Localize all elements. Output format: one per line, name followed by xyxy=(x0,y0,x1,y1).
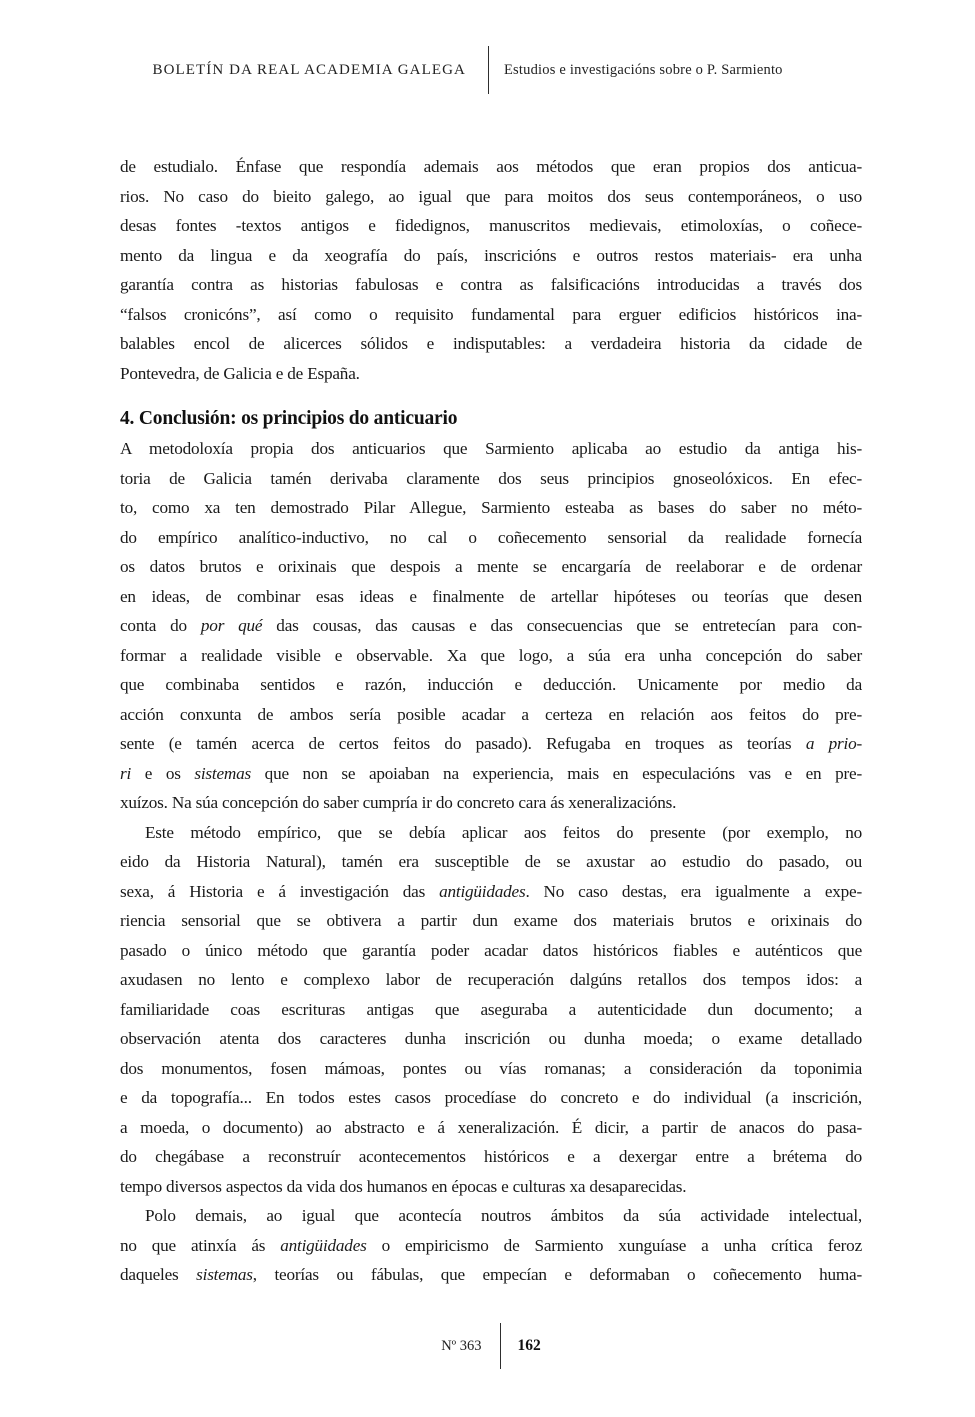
text-segment: os datos brutos e orixinais que despois a mente se encargaría de reelaborar e de ordenar xyxy=(120,557,862,576)
text-line xyxy=(120,300,862,330)
italic-term: antigüidades xyxy=(439,881,526,901)
body-paragraph xyxy=(120,1201,862,1290)
page-number: 162 xyxy=(517,1337,541,1354)
text-line xyxy=(120,182,862,212)
text-segment: observación atenta dos caracteres dunha inscrición ou dunha moeda; o exame detallado xyxy=(120,1029,862,1048)
text-segment: sente (e tamén acerca de certos feitos do pasado). Refugaba en troques as teorías xyxy=(120,734,806,753)
text-segment: e da topografía... En todos estes casos procedíase do concreto e do individual (a inscrición, xyxy=(120,1088,862,1107)
text-segment: e os xyxy=(131,763,195,783)
text-segment: do empírico analítico-inductivo, no cal o coñecemento sensorial da realidade fornecía xyxy=(120,527,862,547)
italic-term: a prio- xyxy=(805,734,862,753)
italic-term: sistemas xyxy=(194,763,252,783)
italic-term: por qué xyxy=(200,616,263,635)
text-segment: familiaridade coas escrituras antigas que aseguraba a autenticidade dun documento; a xyxy=(120,999,862,1019)
text-line xyxy=(120,1054,862,1084)
body-paragraph xyxy=(120,152,862,388)
text-segment: o empiricismo de Sarmiento xunguíase a unha crítica feroz xyxy=(366,1235,862,1255)
text-segment: das cousas, das causas e das consecuencias que se entretecían para con- xyxy=(262,616,862,635)
text-segment: pasado o único método que garantía poder acadar datos históricos fiables e auténticos que xyxy=(120,940,862,960)
text-line xyxy=(120,552,862,582)
text-segment: que combinaba sentidos e razón, inducción e deducción. Unicamente por medio da xyxy=(120,675,862,694)
text-line xyxy=(120,359,862,389)
text-segment: daqueles xyxy=(120,1265,197,1284)
text-line xyxy=(120,1142,862,1172)
text-line xyxy=(120,611,862,641)
text-line xyxy=(120,1231,862,1261)
text-line xyxy=(120,1024,862,1054)
body-paragraph xyxy=(120,818,862,1202)
issue-number: Nº 363 xyxy=(441,1337,482,1354)
text-line xyxy=(120,936,862,966)
text-segment: A metodoloxía propia dos anticuarios que Sarmiento aplicaba ao estudio da antiga his- xyxy=(120,439,862,458)
text-segment: desas fontes -textos antigos e fidedignos, manuscritos medievais, etimoloxías, o coñece- xyxy=(120,216,862,235)
text-line xyxy=(120,995,862,1025)
text-line xyxy=(120,434,862,464)
text-segment: mento da lingua e da xeografía do país, inscricións e outros restos materiais- era unha xyxy=(120,245,862,265)
text-segment: eido da Historia Natural), tamén era susceptible de se axustar ao estudio do pasado, ou xyxy=(120,852,862,871)
text-line xyxy=(120,582,862,612)
text-line xyxy=(120,759,862,789)
text-segment: balables encol de alicerces sólidos e indisputables: a verdadeira historia da cidade de xyxy=(120,334,862,353)
italic-term: ri xyxy=(120,763,132,783)
text-segment: no que atinxía ás xyxy=(120,1235,281,1255)
text-segment: en ideas, de combinar esas ideas e finalmente de artellar hipóteses ou teorías que desen xyxy=(120,586,862,606)
text-line xyxy=(120,329,862,359)
italic-term: antigüidades xyxy=(280,1235,367,1255)
text-line xyxy=(120,818,862,848)
text-segment: toria de Galicia tamén derivaba claramente dos seus principios gnoseolóxicos. En efec- xyxy=(120,468,862,488)
text-line xyxy=(120,877,862,907)
italic-term: sistemas xyxy=(196,1265,253,1284)
footer-divider xyxy=(500,1323,501,1369)
text-segment: de estudialo. Énfase que respondía ademais aos métodos que eran propios dos anticua- xyxy=(120,157,862,176)
text-line xyxy=(120,211,862,241)
text-line xyxy=(120,1083,862,1113)
text-segment: tempo diversos aspectos da vida dos humanos en épocas e culturas xa desaparecidas. xyxy=(120,1176,687,1196)
text-segment: axudasen no lento e complexo labor de recuperación dalgúns retallos dos tempos idos: a xyxy=(120,970,862,989)
text-segment: Pontevedra, de Galicia e de España. xyxy=(120,363,360,383)
text-segment: sexa, á Historia e á investigación das xyxy=(120,881,440,901)
text-segment: riencia sensorial que se obtivera a partir dun exame dos materiais brutos e orixinais do xyxy=(120,911,862,930)
text-line xyxy=(120,241,862,271)
text-line xyxy=(120,788,862,818)
journal-title: BOLETÍN DA REAL ACADEMIA GALEGA xyxy=(152,61,466,78)
text-segment: “falsos cronicóns”, así como o requisito fundamental para erguer edificios históricos ina- xyxy=(120,304,862,324)
text-line xyxy=(120,670,862,700)
text-segment: acción conxunta de ambos sería posible acadar a certeza en relación aos feitos do pre- xyxy=(120,704,862,724)
article-body xyxy=(120,152,862,1290)
text-line xyxy=(120,700,862,730)
text-segment: garantía contra as historias fabulosas e contra as falsificacións introducidas a través dos xyxy=(120,275,862,294)
text-line xyxy=(120,152,862,182)
text-segment: formar a realidade visible e observable. Xa que logo, a súa era unha concepción do saber xyxy=(120,645,862,665)
text-line xyxy=(120,965,862,995)
text-line xyxy=(120,847,862,877)
text-segment: conta do xyxy=(120,616,201,635)
text-segment: to, como xa ten demostrado Pilar Allegue, Sarmiento esteaba as bases do saber no méto- xyxy=(120,498,862,517)
section-heading: 4. Conclusión: os principios do anticuario xyxy=(120,408,458,429)
page-footer xyxy=(120,1320,862,1372)
text-line xyxy=(120,1172,862,1202)
body-paragraph xyxy=(120,434,862,818)
text-segment: que non se apoiaban na experiencia, mais en especulacións vas e en pre- xyxy=(251,763,862,783)
text-line xyxy=(120,523,862,553)
text-segment: xuízos. Na súa concepción do saber cumpría ir do concreto cara ás xeneralizacións. xyxy=(120,793,677,812)
text-line xyxy=(120,1113,862,1143)
text-line xyxy=(120,641,862,671)
text-segment: . No caso destas, era igualmente a expe- xyxy=(525,881,862,901)
text-line xyxy=(120,464,862,494)
text-line xyxy=(120,1260,862,1290)
page-header xyxy=(120,44,862,96)
section-title: Estudios e investigacións sobre o P. Sarmiento xyxy=(504,61,783,78)
text-segment: Este método empírico, que se debía aplicar aos feitos do presente (por exemplo, no xyxy=(145,822,862,842)
text-line xyxy=(120,1201,862,1231)
text-line xyxy=(120,493,862,523)
text-segment: do chegábase a reconstruír acontecementos históricos e a dexergar entre a brétema do xyxy=(120,1147,862,1166)
text-line xyxy=(120,729,862,759)
text-segment: , teorías ou fábulas, que empecían e deformaban o coñecemento huma- xyxy=(252,1265,862,1284)
text-segment: rios. No caso do bieito galego, ao igual que para moitos dos seus contemporáneos, o uso xyxy=(120,186,862,206)
text-segment: dos monumentos, fosen mámoas, pontes ou vías romanas; a consideración da toponimia xyxy=(120,1058,862,1078)
text-segment: a moeda, o documento) ao abstracto e á xeneralización. É dicir, a partir de anacos do pasa- xyxy=(120,1117,862,1137)
text-segment: Polo demais, ao igual que acontecía noutros ámbitos da súa actividade intelectual, xyxy=(145,1206,862,1225)
text-line xyxy=(120,906,862,936)
text-line xyxy=(120,270,862,300)
